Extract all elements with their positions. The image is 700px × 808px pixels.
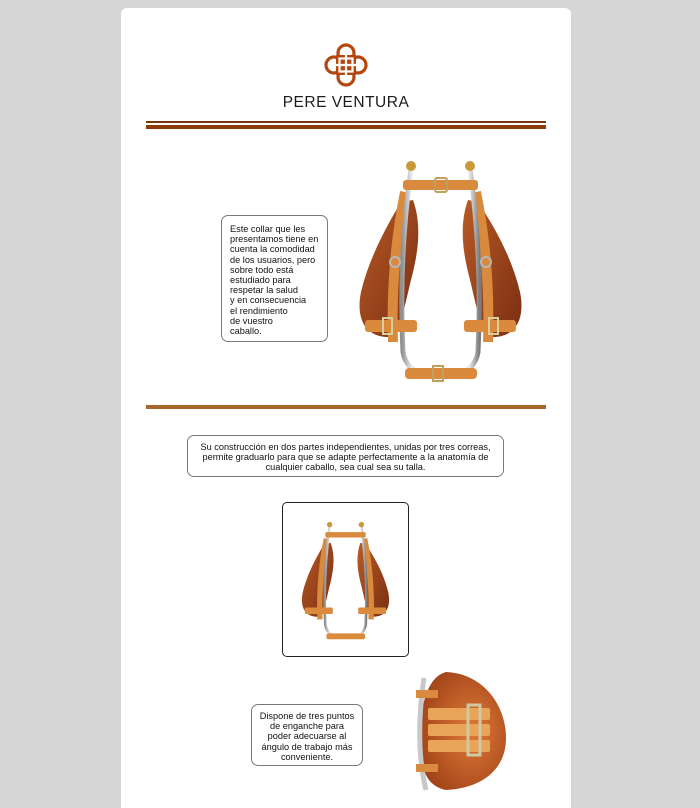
description-line: de los usuarios, pero <box>230 254 316 265</box>
collar-description-callout <box>221 215 328 342</box>
collar-buckle-detail-image <box>406 668 511 792</box>
description-line: presentamos tiene en <box>230 234 319 245</box>
description-line: y en consecuencia <box>230 295 307 306</box>
description-line: respetar la salud <box>230 285 298 296</box>
description-line: cuenta la comodidad <box>230 244 315 255</box>
horse-collar-image <box>343 152 538 382</box>
collar-image-frame <box>282 502 409 657</box>
description-line: caballo. <box>230 326 262 337</box>
page-sheet <box>121 8 571 808</box>
header-divider <box>146 121 546 129</box>
brand-name: PERE VENTURA <box>282 94 410 111</box>
pere-ventura-logo-icon <box>323 42 369 88</box>
description-line: sobre todo está <box>230 264 294 275</box>
description-line: Este collar que les <box>230 224 306 234</box>
description-line: de vuestro <box>230 315 273 326</box>
description-line: el rendimiento <box>230 305 288 316</box>
horse-collar-image-small <box>293 513 398 645</box>
construction-description-callout: Su construcción en dos partes independientes, unidas por tres correas, permite graduarlo para que se adapte perfectamente a la anatomía de cualquier caballo, sea cual sea su talla. <box>187 435 504 477</box>
section-divider <box>146 405 546 409</box>
attachment-points-callout: Dispone de tres puntos de enganche para poder adecuarse al ángulo de trabajo más conveniente. <box>251 704 363 766</box>
description-line: estudiado para <box>230 275 291 286</box>
